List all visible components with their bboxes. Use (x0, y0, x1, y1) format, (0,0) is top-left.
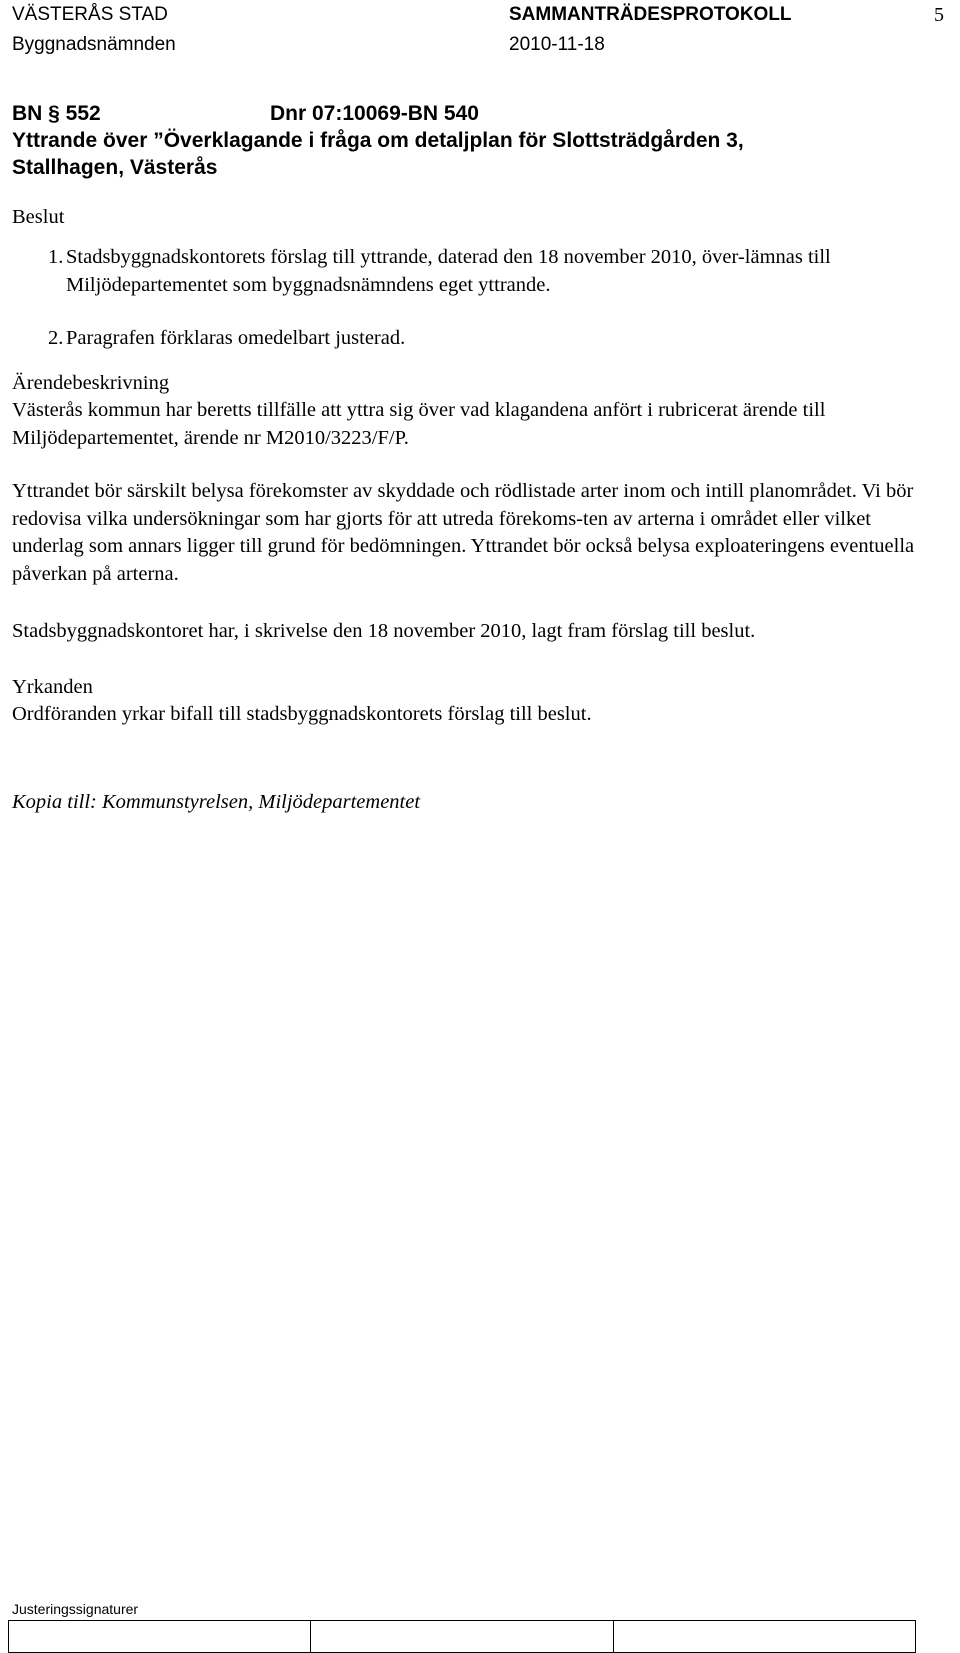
case-dnr: Dnr 07:10069-BN 540 (270, 102, 479, 125)
signature-cell (9, 1621, 311, 1652)
department-name: Byggnadsnämnden (12, 34, 176, 55)
arende-paragraph-2: Yttrandet bör särskilt belysa förekomster av skyddade och rödlistade arter inom och intill planområdet. Vi bör redovisa vilka undersökningar som har gjorts för att utreda förekoms-ten av arterna i området eller vilket underlag som annars ligger till grund för bedömningen. Yttrandet bör också belysa exploateringens eventuella påverkan på arterna. (12, 480, 915, 585)
arende-paragraph-3: Stadsbyggnadskontoret har, i skrivelse den 18 november 2010, lagt fram förslag till beslut. (12, 620, 756, 642)
case-title-block (12, 100, 744, 181)
header-middle (509, 0, 792, 60)
signature-label: Justeringssignaturer (12, 1601, 139, 1617)
yrkanden-text: Ordföranden yrkar bifall till stadsbyggnadskontorets förslag till beslut. (12, 703, 592, 725)
copy-to-line: Kopia till: Kommunstyrelsen, Miljödepartementet (12, 791, 421, 813)
header-left (12, 0, 176, 60)
arendebeskrivning-heading: Ärendebeskrivning (12, 372, 170, 394)
beslut-item-text: Paragrafen förklaras omedelbart justerad. (66, 327, 406, 349)
meeting-date: 2010-11-18 (509, 34, 605, 55)
beslut-item-text: Stadsbyggnadskontorets förslag till yttrande, daterad den 18 november 2010, över-lämnas till Miljödepartementet som byggnadsnämndens eget yttrande. (66, 246, 831, 296)
arende-paragraph-1: Västerås kommun har beretts tillfälle att yttra sig över vad klagandena anfört i rubricerat ärende till Miljödepartementet, ärende nr M2010/3223/F/P. (12, 399, 826, 449)
signature-cell (311, 1621, 613, 1652)
beslut-item (12, 325, 912, 353)
beslut-heading: Beslut (12, 206, 65, 228)
signature-table (8, 1620, 916, 1653)
signature-cell (614, 1621, 915, 1652)
beslut-list (12, 244, 912, 353)
case-title-line-1: Yttrande över ”Överklagande i fråga om detaljplan för Slottsträdgården 3, (12, 129, 744, 152)
case-paragraph: BN § 552 (12, 102, 101, 125)
beslut-item-number: 2. (48, 327, 64, 349)
page-number: 5 (934, 4, 944, 26)
beslut-item (12, 244, 912, 299)
beslut-item-number: 1. (48, 246, 64, 268)
case-title-line-2: Stallhagen, Västerås (12, 156, 218, 179)
yrkanden-heading: Yrkanden (12, 676, 93, 698)
document-type: SAMMANTRÄDESPROTOKOLL (509, 4, 792, 25)
org-name: VÄSTERÅS STAD (12, 4, 168, 25)
